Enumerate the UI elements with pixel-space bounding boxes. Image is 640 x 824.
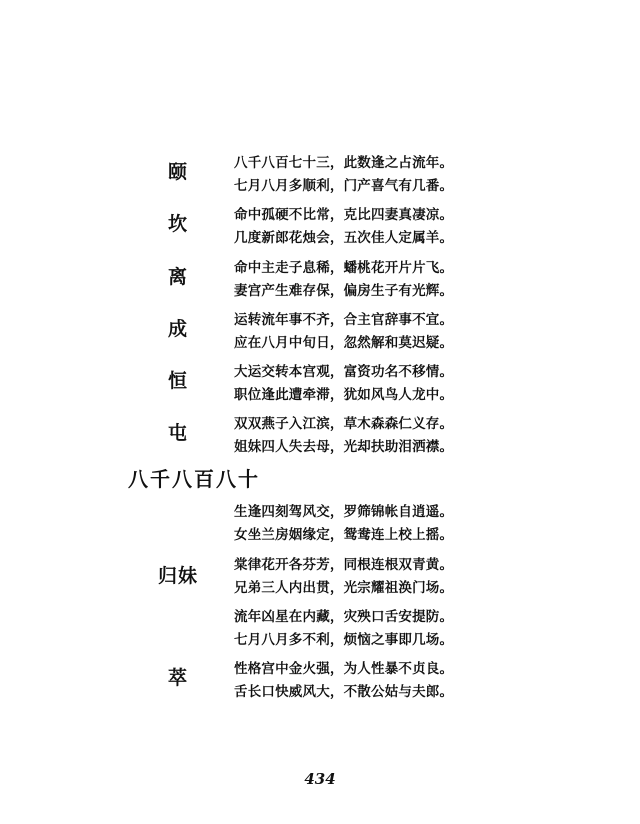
hexagram-label-zhun: 屯 <box>167 422 188 444</box>
section-heading: 八千八百八十 <box>128 467 260 491</box>
verse-block <box>234 606 614 652</box>
verse-block <box>234 413 614 459</box>
hexagram-label-yi: 颐 <box>167 161 188 183</box>
verse-line: 大运交转本宫观，富资功名不移情。 <box>234 364 454 380</box>
verse-block <box>234 309 614 355</box>
verse-block <box>234 501 614 547</box>
hexagram-label-cheng: 成 <box>167 318 188 340</box>
verse-line: 流年凶星在内藏，灾殃口舌安提防。 <box>234 609 454 625</box>
verse-line: 几度新郎花烛会，五次佳人定属羊。 <box>234 230 454 246</box>
hexagram-label-kan: 坎 <box>167 213 188 235</box>
verse-line: 职位逢此遭牵滞，犹如风鸟人龙中。 <box>234 387 454 403</box>
hexagram-label-guimei: 归妹 <box>157 565 198 587</box>
verse-block <box>234 204 614 250</box>
verse-line: 姐妹四人失去母，光却扶助泪洒襟。 <box>234 439 454 455</box>
verse-line: 女坐兰房姻缘定，鸳鸯连上校上摇。 <box>234 527 454 543</box>
verse-block <box>234 361 614 407</box>
hexagram-label-cui: 萃 <box>167 667 188 689</box>
verse-line: 性格宫中金火强，为人性暴不贞良。 <box>234 661 454 677</box>
verse-line: 命中主走子息稀，蟠桃花开片片飞。 <box>234 260 454 276</box>
hexagram-label-li: 离 <box>167 266 188 288</box>
verse-line: 应在八月中旬日，忽然解和莫迟疑。 <box>234 335 454 351</box>
verse-line: 舌长口快威风大，不散公姑与夫郎。 <box>234 684 454 700</box>
verse-line: 七月八月多顺利，门产喜气有几番。 <box>234 178 454 194</box>
verse-line: 八千八百七十三，此数逢之占流年。 <box>234 155 454 171</box>
verse-line: 命中孤硬不比常，克比四妻真凄凉。 <box>234 207 454 223</box>
verse-line: 兄弟三人内出贯，光宗耀祖涣门场。 <box>234 580 454 596</box>
page-number: 434 <box>304 770 336 788</box>
verse-line: 七月八月多不利，烦恼之事即几场。 <box>234 632 454 648</box>
verse-line: 双双燕子入江滨，草木森森仁义存。 <box>234 416 454 432</box>
verse-block <box>234 152 614 198</box>
verse-line: 生逢四刻驾风交，罗筛锦帐自逍遥。 <box>234 504 454 520</box>
verse-block <box>234 257 614 303</box>
verse-line: 棠律花开各芬芳，同根连根双青黄。 <box>234 557 454 573</box>
verse-line: 运转流年事不齐，合主官辞事不宜。 <box>234 312 454 328</box>
verse-block <box>234 554 614 600</box>
verse-block <box>234 658 614 704</box>
hexagram-label-heng: 恒 <box>167 370 188 392</box>
verse-line: 妻宫产生难存保，偏房生子有光辉。 <box>234 283 454 299</box>
